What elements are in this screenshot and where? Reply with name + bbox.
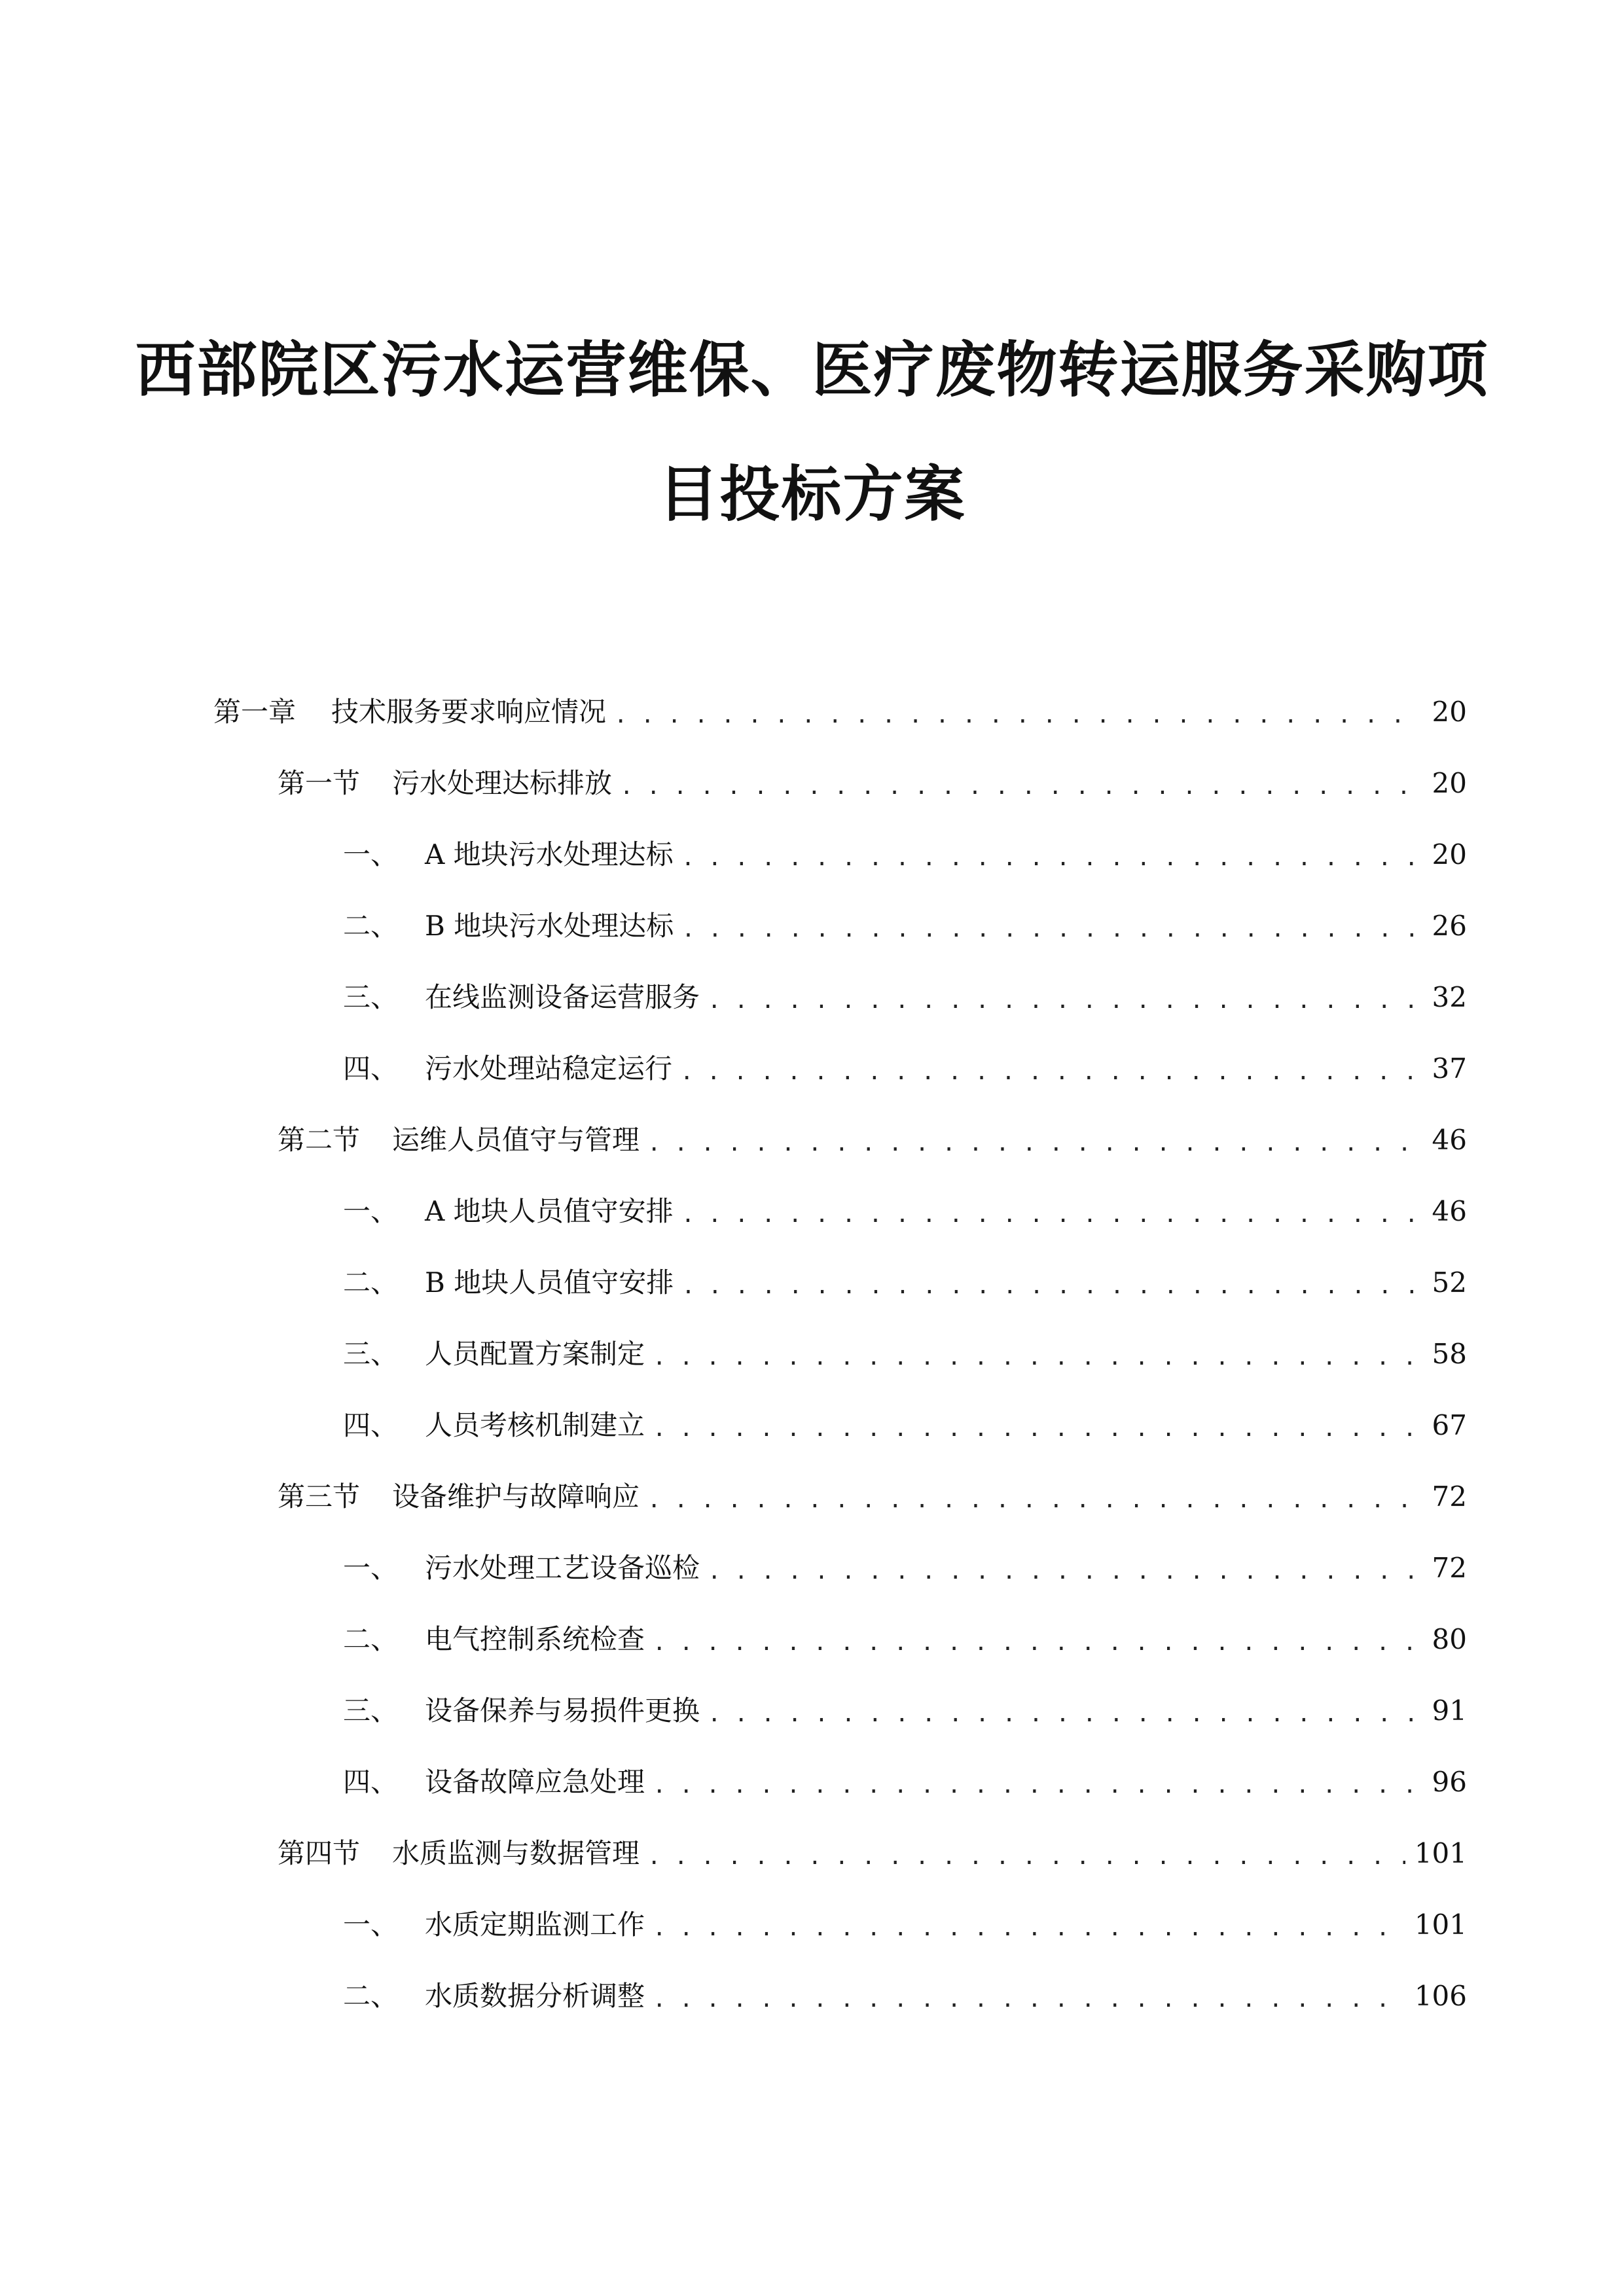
toc-entry-page-number: 20 — [1432, 838, 1467, 870]
toc-entry-title: 人员配置方案制定 — [425, 1338, 645, 1370]
toc-entry-page-number: 37 — [1432, 1052, 1467, 1085]
toc-dot-leader — [681, 913, 1421, 946]
toc-entry-marker: 二、 — [343, 910, 399, 942]
toc-entry-page-number: 58 — [1432, 1338, 1467, 1370]
toc-dot-leader — [653, 1912, 1405, 1945]
toc-entry-marker: 一、 — [343, 838, 399, 870]
toc-entry-title: 在线监测设备运营服务 — [425, 981, 700, 1013]
toc-entry-title: 污水处理站稳定运行 — [425, 1052, 673, 1085]
toc-entry-marker: 三、 — [343, 1695, 399, 1727]
toc-entry-page-number: 96 — [1432, 1766, 1467, 1798]
toc-entry[interactable] — [343, 1192, 1467, 1231]
toc-dot-leader — [647, 1127, 1421, 1160]
toc-entry[interactable] — [343, 835, 1467, 874]
toc-entry[interactable] — [278, 1121, 1467, 1160]
toc-dot-leader — [708, 1555, 1421, 1588]
document-title-line-2: 目投标方案 — [658, 459, 966, 529]
toc-entry-title: 运维人员值守与管理 — [392, 1124, 640, 1156]
toc-entry[interactable] — [278, 764, 1467, 803]
toc-entry[interactable] — [343, 906, 1467, 946]
toc-entry-marker: 第一章 — [213, 696, 297, 728]
document-title-line-1: 西部院区污水运营维保、医疗废物转运服务采购项 — [135, 334, 1489, 405]
toc-entry-title: 设备保养与易损件更换 — [425, 1695, 700, 1727]
toc-dot-leader — [653, 1983, 1405, 2016]
toc-dot-leader — [708, 984, 1421, 1017]
toc-entry[interactable] — [343, 978, 1467, 1017]
toc-entry[interactable] — [343, 1977, 1467, 2016]
toc-entry-marker: 第三节 — [278, 1480, 361, 1513]
toc-entry-page-number: 101 — [1414, 1909, 1467, 1941]
toc-entry-marker: 第二节 — [278, 1124, 361, 1156]
toc-dot-leader — [614, 699, 1421, 732]
toc-entry-title: 水质数据分析调整 — [425, 1980, 645, 2012]
document-title — [118, 308, 1506, 556]
toc-entry-marker: 一、 — [343, 1552, 399, 1584]
toc-dot-leader — [708, 1698, 1421, 1731]
toc-entry-title: B 地块污水处理达标 — [425, 910, 674, 942]
toc-entry[interactable] — [343, 1905, 1467, 1945]
toc-entry-marker: 三、 — [343, 1338, 399, 1370]
toc-entry-marker: 第四节 — [278, 1837, 361, 1869]
toc-entry[interactable] — [343, 1335, 1467, 1374]
toc-dot-leader — [653, 1341, 1421, 1374]
toc-entry-page-number: 72 — [1432, 1480, 1467, 1513]
toc-dot-leader — [647, 1484, 1421, 1516]
toc-entry-title: 电气控制系统检查 — [425, 1623, 645, 1655]
toc-entry-title: 设备维护与故障响应 — [392, 1480, 640, 1513]
toc-dot-leader — [681, 842, 1421, 874]
toc-entry-title: 污水处理达标排放 — [392, 767, 613, 799]
toc-entry[interactable] — [343, 1406, 1467, 1445]
toc-entry[interactable] — [343, 1263, 1467, 1302]
toc-entry[interactable] — [343, 1763, 1467, 1802]
toc-entry-page-number: 52 — [1432, 1266, 1467, 1299]
toc-entry-title: 污水处理工艺设备巡检 — [425, 1552, 700, 1584]
toc-entry-marker: 二、 — [343, 1980, 399, 2012]
toc-entry-title: 设备故障应急处理 — [425, 1766, 645, 1798]
toc-entry-marker: 二、 — [343, 1266, 399, 1299]
toc-entry[interactable] — [343, 1049, 1467, 1088]
toc-entry-page-number: 46 — [1432, 1124, 1467, 1156]
toc-dot-leader — [653, 1769, 1421, 1802]
toc-entry-page-number: 26 — [1432, 910, 1467, 942]
toc-entry-marker: 四、 — [343, 1052, 399, 1085]
toc-entry-page-number: 67 — [1432, 1409, 1467, 1441]
toc-entry-title: A 地块污水处理达标 — [425, 838, 674, 870]
toc-entry[interactable] — [278, 1834, 1467, 1873]
toc-dot-leader — [653, 1412, 1421, 1445]
toc-entry-page-number: 101 — [1414, 1837, 1467, 1869]
toc-entry[interactable] — [343, 1549, 1467, 1588]
toc-entry-marker: 第一节 — [278, 767, 361, 799]
toc-entry-page-number: 20 — [1432, 767, 1467, 799]
toc-dot-leader — [653, 1626, 1421, 1659]
toc-dot-leader — [681, 1270, 1421, 1302]
toc-entry-marker: 一、 — [343, 1909, 399, 1941]
toc-entry-marker: 四、 — [343, 1766, 399, 1798]
toc-entry-title: 人员考核机制建立 — [425, 1409, 645, 1441]
toc-entry-title: 技术服务要求响应情况 — [331, 696, 607, 728]
toc-entry-page-number: 20 — [1432, 696, 1467, 728]
toc-entry-marker: 一、 — [343, 1195, 399, 1227]
toc-entry-page-number: 32 — [1432, 981, 1467, 1013]
toc-entry-title: 水质定期监测工作 — [425, 1909, 645, 1941]
toc-entry-title: A 地块人员值守安排 — [425, 1195, 674, 1227]
toc-entry-page-number: 106 — [1414, 1980, 1467, 2012]
toc-entry-marker: 四、 — [343, 1409, 399, 1441]
toc-dot-leader — [647, 1840, 1405, 1873]
toc-entry-page-number: 46 — [1432, 1195, 1467, 1227]
toc-entry[interactable] — [213, 692, 1467, 732]
toc-entry-marker: 二、 — [343, 1623, 399, 1655]
toc-entry-title: B 地块人员值守安排 — [425, 1266, 674, 1299]
toc-entry[interactable] — [343, 1691, 1467, 1731]
toc-entry-marker: 三、 — [343, 981, 399, 1013]
toc-entry[interactable] — [343, 1620, 1467, 1659]
toc-entry-page-number: 91 — [1432, 1695, 1467, 1727]
toc-entry-title: 水质监测与数据管理 — [392, 1837, 640, 1869]
toc-dot-leader — [620, 770, 1421, 803]
toc-dot-leader — [681, 1198, 1421, 1231]
toc-entry-page-number: 80 — [1432, 1623, 1467, 1655]
toc-entry-page-number: 72 — [1432, 1552, 1467, 1584]
toc-dot-leader — [680, 1056, 1421, 1088]
toc-entry[interactable] — [278, 1477, 1467, 1516]
